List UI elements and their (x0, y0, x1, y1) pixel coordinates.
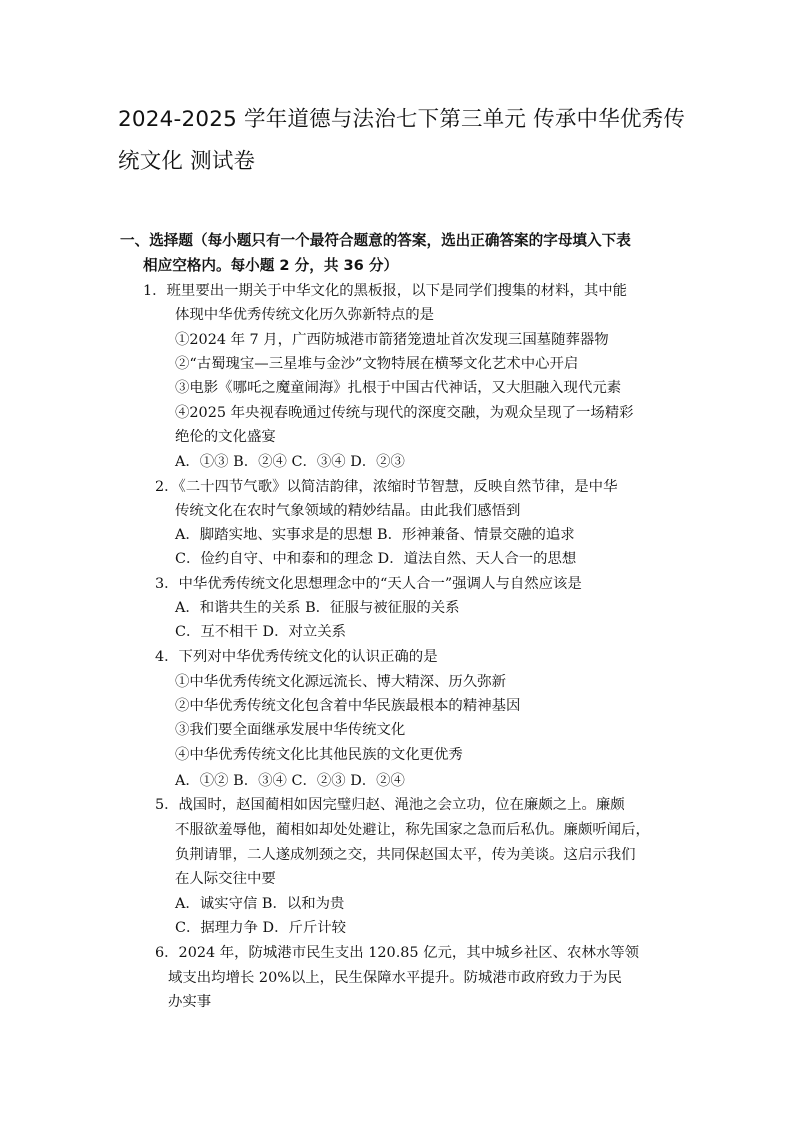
question-6-stem: 6．2024 年，防城港市民生支出 120.85 亿元，其中城乡社区、农林水等领 (155, 945, 640, 961)
question-5-options-ab: A．诚实守信 B．以和为贵 (175, 896, 345, 912)
question-1-item-4: ④2025 年央视春晚通过传统与现代的深度交融，为观众呈现了一场精彩 (175, 405, 634, 421)
question-4-item-3: ③我们要全面继承发展中华传统文化 (175, 722, 406, 738)
page-title (118, 99, 718, 183)
question-5-stem-cont-1: 不服欲羞辱他，蔺相如却处处避让，称先国家之急而后私仇。廉颇听闻后， (175, 822, 650, 838)
question-4-item-1: ①中华优秀传统文化源远流长、博大精深、历久弥新 (175, 674, 506, 690)
question-1-stem: 1．班里要出一期关于中华文化的黑板报，以下是同学们搜集的材料，其中能 (143, 283, 628, 299)
question-4-stem: 4．下列对中华优秀传统文化的认识正确的是 (155, 649, 438, 665)
question-2-stem: 2．《二十四节气歌》以简洁韵律，浓缩时节智慧，反映自然节律，是中华 (155, 479, 618, 495)
question-1-item-1: ①2024 年 7 月，广西防城港市箭猪笼遗址首次发现三国墓随葬器物 (175, 332, 609, 348)
title-line-2: 统文化 测试卷 (118, 149, 256, 174)
question-3-options-ab: A．和谐共生的关系 B．征服与被征服的关系 (175, 600, 460, 616)
question-6-stem-cont-1: 域支出均增长 20%以上，民生保障水平提升。防城港市政府致力于为民 (168, 970, 622, 986)
section-heading-line-1: 一、选择题（每小题只有一个最符合题意的答案，选出正确答案的字母填入下表 (120, 232, 631, 249)
question-3-options-cd: C．互不相干 D．对立关系 (175, 624, 347, 640)
section-heading-line-2: 相应空格内。每小题 2 分，共 36 分） (143, 257, 399, 274)
question-1-item-4-cont: 绝伦的文化盛宴 (175, 429, 276, 445)
question-1-stem-cont: 体现中华优秀传统文化历久弥新特点的是 (175, 307, 435, 323)
question-5-stem-cont-2: 负荆请罪，二人遂成刎颈之交，共同保赵国太平，传为美谈。这启示我们 (175, 847, 636, 863)
question-1-options: A．①③ B．②④ C．③④ D．②③ (175, 454, 405, 470)
question-1-item-2: ②“古蜀瑰宝—三星堆与金沙”文物特展在横琴文化艺术中心开启 (175, 356, 579, 372)
question-5-stem-cont-3: 在人际交往中要 (175, 871, 276, 887)
question-2-options-ab: A．脚踏实地、实事求是的思想 B．形神兼备、情景交融的追求 (175, 527, 575, 543)
question-2-options-cd: C．俭约自守、中和泰和的理念 D．道法自然、天人合一的思想 (175, 551, 577, 567)
question-1-item-3: ③电影《哪吒之魔童闹海》扎根于中国古代神话，又大胆融入现代元素 (175, 380, 622, 396)
question-5-options-cd: C．据理力争 D．斤斤计较 (175, 920, 347, 936)
question-4-options: A．①② B．③④ C．②③ D．②④ (175, 773, 405, 789)
question-4-item-4: ④中华优秀传统文化比其他民族的文化更优秀 (175, 747, 463, 763)
question-5-stem: 5．战国时，赵国蔺相如因完璧归赵、渑池之会立功，位在廉颇之上。廉颇 (155, 797, 625, 813)
question-3-stem: 3．中华优秀传统文化思想理念中的“天人合一”强调人与自然应该是 (155, 576, 582, 592)
question-4-item-2: ②中华优秀传统文化包含着中华民族最根本的精神基因 (175, 698, 521, 714)
question-6-stem-cont-2: 办实事 (168, 994, 212, 1010)
question-2-stem-cont: 传统文化在农时气象领域的精妙结晶。由此我们感悟到 (175, 503, 521, 519)
title-line-1: 2024-2025 学年道德与法治七下第三单元 传承中华优秀传 (118, 107, 686, 132)
